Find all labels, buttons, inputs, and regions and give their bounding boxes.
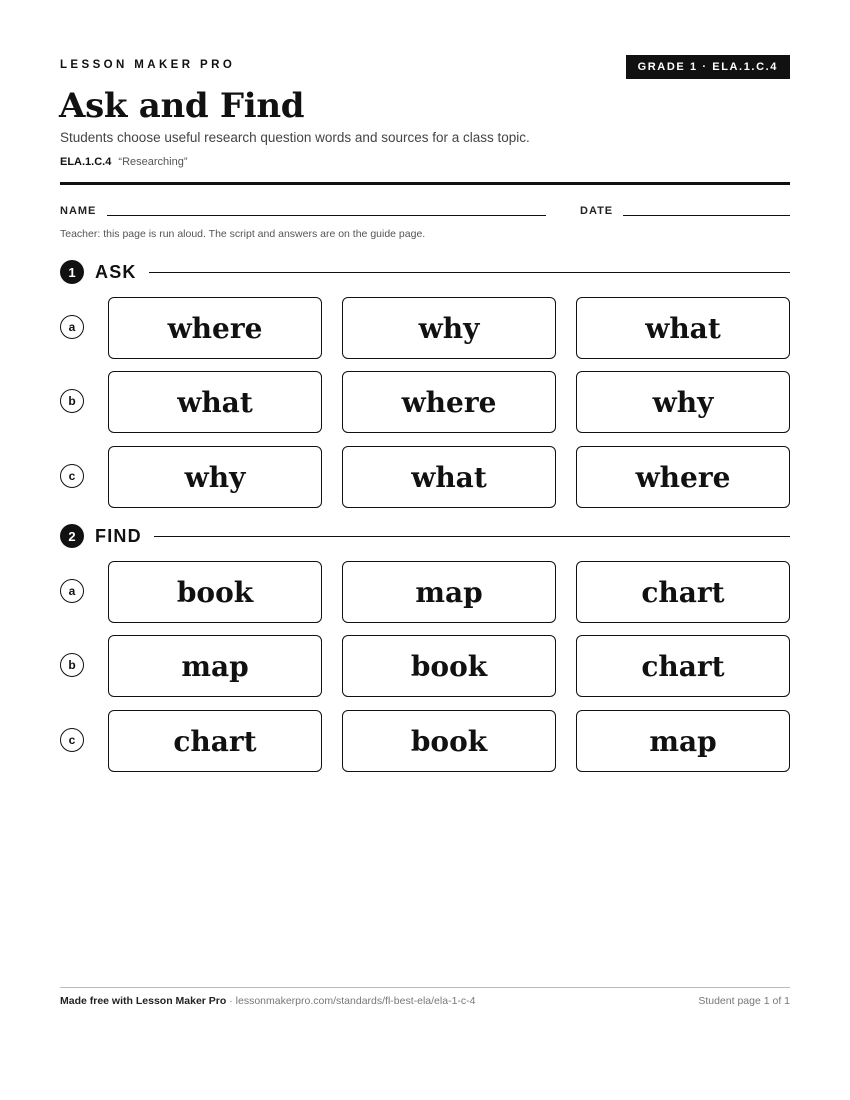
footer-made-with: Made free with Lesson Maker Pro	[60, 995, 227, 1007]
answer-choice[interactable]: what	[108, 371, 322, 433]
answer-choice[interactable]: book	[342, 635, 556, 697]
answer-choice[interactable]: why	[342, 297, 556, 359]
section-divider	[149, 272, 790, 273]
standard-reference	[60, 156, 188, 168]
grade-badge: GRADE 1 · ELA.1.C.4	[626, 55, 790, 79]
section-title: FIND	[95, 525, 142, 546]
ask-row-b	[60, 371, 790, 433]
standard-code: ELA.1.C.4	[60, 156, 112, 168]
find-row-a	[60, 561, 790, 623]
answer-choice[interactable]: chart	[576, 561, 790, 623]
ask-row-c	[60, 446, 790, 508]
row-letter-badge: c	[60, 728, 84, 752]
brand-name: LESSON MAKER PRO	[60, 59, 236, 71]
answer-choice[interactable]: map	[108, 635, 322, 697]
page-title: Ask and Find	[59, 86, 305, 126]
row-letter-badge: b	[60, 389, 84, 413]
standard-name: “Researching”	[118, 156, 188, 168]
row-letter-badge: b	[60, 653, 84, 677]
row-letter-badge: a	[60, 579, 84, 603]
section-ask-header	[60, 260, 790, 284]
footer-page-number: Student page 1 of 1	[698, 995, 790, 1007]
ask-row-a	[60, 297, 790, 359]
answer-choice[interactable]: where	[576, 446, 790, 508]
answer-choice[interactable]: chart	[108, 710, 322, 772]
section-divider	[154, 536, 790, 537]
page-subtitle: Students choose useful research question words and sources for a class topic.	[60, 130, 530, 145]
teacher-note: Teacher: this page is run aloud. The script and answers are on the guide page.	[60, 228, 426, 240]
row-letter-badge: c	[60, 464, 84, 488]
section-title: ASK	[95, 261, 137, 282]
find-row-c	[60, 710, 790, 772]
section-number-badge: 2	[60, 524, 84, 548]
footer-credit	[60, 995, 476, 1007]
answer-choice[interactable]: where	[342, 371, 556, 433]
answer-choice[interactable]: map	[342, 561, 556, 623]
answer-choice[interactable]: book	[108, 561, 322, 623]
answer-choice[interactable]: map	[576, 710, 790, 772]
header-divider	[60, 182, 790, 185]
name-field[interactable]	[107, 215, 546, 216]
answer-choice[interactable]: book	[342, 710, 556, 772]
find-row-b	[60, 635, 790, 697]
answer-choice[interactable]: what	[576, 297, 790, 359]
answer-choice[interactable]: chart	[576, 635, 790, 697]
answer-choice[interactable]: where	[108, 297, 322, 359]
footer-url[interactable]: · lessonmakerpro.com/standards/fl-best-ela/ela-1-c-4	[226, 995, 476, 1007]
name-label: NAME	[60, 205, 97, 217]
row-letter-badge: a	[60, 315, 84, 339]
date-label: DATE	[580, 205, 614, 217]
section-number-badge: 1	[60, 260, 84, 284]
answer-choice[interactable]: what	[342, 446, 556, 508]
answer-choice[interactable]: why	[576, 371, 790, 433]
answer-choice[interactable]: why	[108, 446, 322, 508]
section-find-header	[60, 524, 790, 548]
footer-divider	[60, 987, 790, 988]
date-field[interactable]	[623, 215, 790, 216]
